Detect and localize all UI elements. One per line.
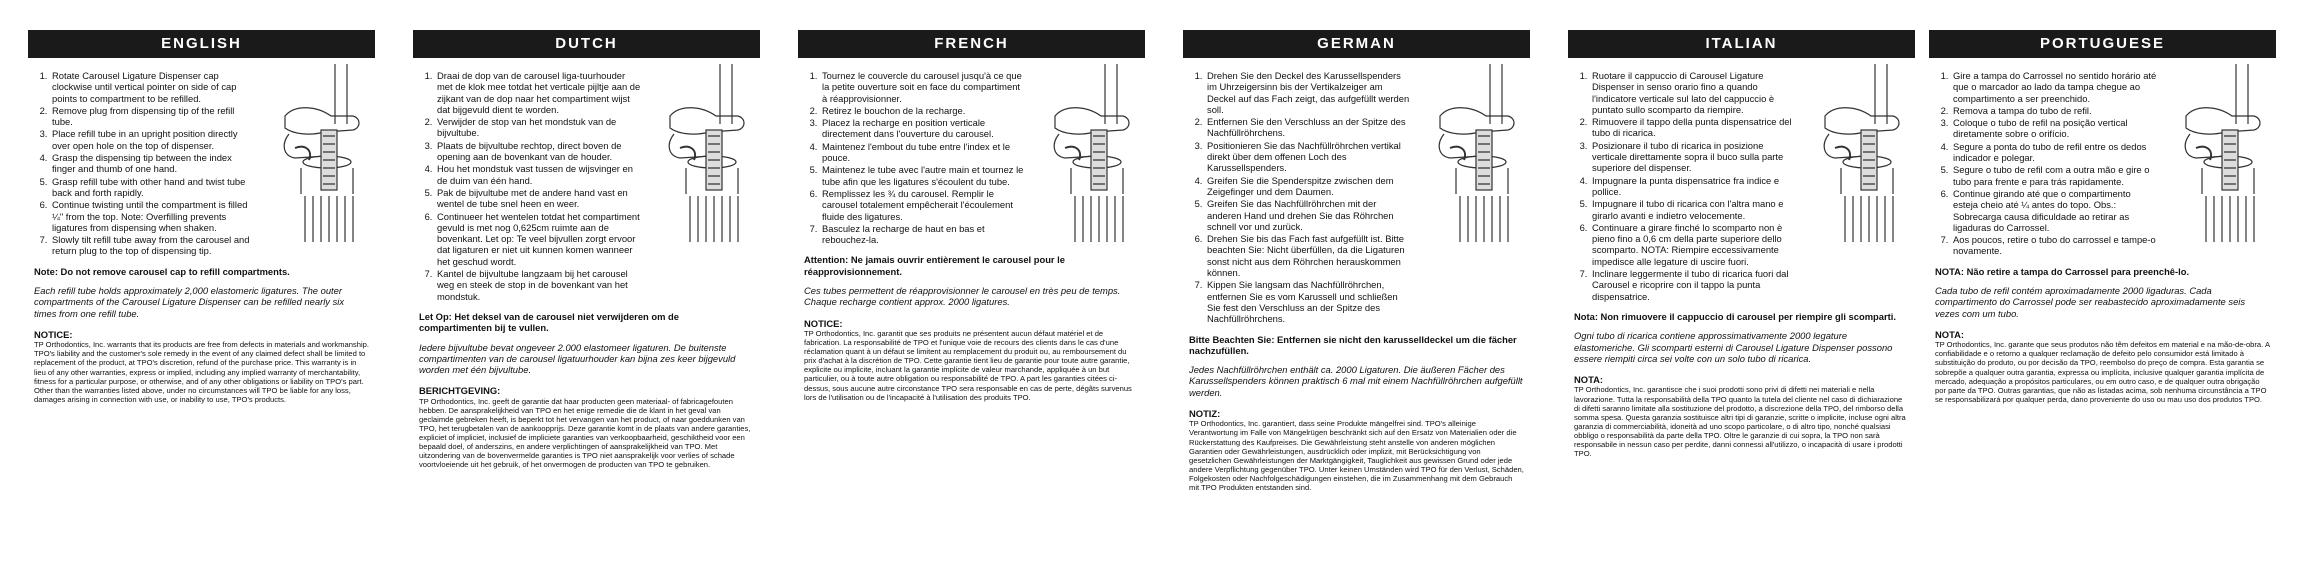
hand-refill-illustration-icon [1035,64,1143,242]
step: 2. Remove plug from dispensing tip of the refill tube. [50,105,257,128]
step: 2. Remova a tampa do tubo de refil. [1951,105,2158,116]
capacity-note: Cada tubo de refil contém aproximadamente 2000 ligaduras. Cada compartimento do Carrossel pode ser reabastecido aproximadamente seis vezes com um tubo. [1935,285,2246,319]
step: 7. Basculez la recharge de haut en bas et rebouchez-la. [820,223,1027,246]
step: 4. Impugnare la punta dispensatrice fra indice e pollice. [1590,175,1797,198]
step: 3. Plaats de bijvultube rechtop, direct boven de opening aan de bovenkant van de houder. [435,140,642,163]
notice-text: TP Orthodontics, Inc. geeft de garantie dat haar producten geen materiaal- of fabricagefouten hebben. De aansprakelijkheid van TPO en het enige remedie die de klant in het geval van geclaimde gebreken heeft, is beperkt tot het vervangen van het product, of naar goeddunken van TPO, het terugbetalen van de aankoopprijs. Deze garantie komt in de plaats van andere garanties, expliciet of impliciet, inclusief de impliciete garanties van verkoopbaarheid, geschiktheid voor een bepaald doel, of anderszins, en andere verplichtingen of aansprakelijkheid van TPO. Met uitzondering van de bovenvermelde garanties is TPO niet aansprakelijk voor verlies of schade voortvloeiende uit het gebruik, of het onvermogen de producten van TPO te gebruiken. [419,396,751,470]
capacity-note: Iedere bijvultube bevat ongeveer 2.000 elastomeer ligaturen. De buitenste compartimenten van de carousel ligatuurhouder kan bijna zes keer bijgevuld worden met één bijvultube. [419,341,736,376]
step: 7. Inclinare leggermente il tubo di ricarica fuori dal Carousel e ricoprire con il tappo la punta dispensatrice. [1590,268,1797,302]
column-header: FRENCH [798,30,1145,58]
notice-title: BERICHTGEVING: [419,385,501,397]
step: 4. Maintenez l'embout du tube entre l'index et le pouce. [820,141,1027,164]
step: 3. Place refill tube in an upright position directly over open hole on the top of dispenser. [50,128,257,151]
column-body [798,58,1145,402]
step: 3. Positionieren Sie das Nachfüllröhrchen vertikal direkt über dem offenen Loch des Karussellspenders. [1205,140,1412,174]
refill-warning: Bitte Beachten Sie: Entfernen sie nicht den karusselldeckel um die fächer nachzufüllen. [1189,333,1517,356]
column-body [1183,58,1530,492]
notice-title: NOTICE: [34,328,73,340]
hand-refill-illustration-icon [1805,64,1913,242]
step: 1. Rotate Carousel Ligature Dispenser cap clockwise until vertical pointer on side of cap points to compartment to be refilled. [50,70,257,104]
column-body [1568,58,1915,458]
notice-text: TP Orthodontics, Inc. garantisce che i suoi prodotti sono privi di difetti nei materiali e nella lavorazione. Tutta la responsabilità della TPO quanto la tutela del cliente nel caso di dichiarazione di difetti saranno limitate alla sostituzione del prodotto, a discrezione della TPO, del rimborso della somma spesa. Questa garanzia sostituisce altri tipi di garanzie, scritte o implicite, incluse ogni altra garanzia di commerciabilità, idoneità ad uno scopo particolare, o di altro tipo, nonché qualsiasi obbligo o responsabilità da parte della TPO. Oltre le garanzie di cui sopra, la TPO non sarà responsabile in nessun caso per perdite, danni connessi all'utilizzo, o incapacità di usare i prodotti TPO. [1574,385,1906,459]
capacity-note: Ces tubes permettent de réapprovisionner le carousel en très peu de temps. Chaque recharge contient approx. 2000 ligatures. [804,285,1121,308]
notice-title: NOTICE: [804,317,843,329]
step: 6. Drehen Sie bis das Fach fast aufgefüllt ist. Bitte beachten Sie: Nicht überfüllen, da die Ligaturen sonst nicht aus dem Röhrchen herauskommen können. [1205,233,1412,278]
step: 2. Rimuovere il tappo della punta dispensatrice del tubo di ricarica. [1590,116,1797,139]
step: 5. Impugnare il tubo di ricarica con l'altra mano e girarlo avanti e indietro velocemente. [1590,198,1797,221]
capacity-note: Jedes Nachfüllröhrchen enthält ca. 2000 Ligaturen. Die äußeren Fächer des Karussellspenders können praktisch 6 mal mit einem Nachfüllröhrchen aufgefüllt werden. [1189,364,1523,398]
step: 7. Slowly tilt refill tube away from the carousel and return plug to the top of dispensing tip. [50,234,257,257]
column-header: ENGLISH [28,30,375,58]
column-body [28,58,375,404]
notice-text: TP Orthodontics, Inc. garante que seus produtos não têm defeitos em material e na mão-de-obra. A confiabilidade e o retorno a qualquer reclamação de defeito pelo consumidor está limitado à substituição do produto, ou por decisão da TPO, reembolso do preço de compra. Esta garantia se sobrepõe a qualquer outra garantia, expressa ou implícita, inclusive qualquer garantia implícita de mercado, adequação a propósitos particulares, ou em outro caso, e de qualquer outra obrigação por parte da TPO. Outras garantias, que não as listadas acima, sob nenhuma circunstância a TPO se responsabilizará por qualquer perda, dano proveniente do uso ou mau uso dos produtos TPO. [1935,340,2270,404]
refill-warning: Attention: Ne jamais ouvrir entièrement le carousel pour le réapprovisionnement. [804,254,1066,277]
capacity-note: Ogni tubo di ricarica contiene approssimativamente 2000 legature elastomeriche. Gli scomparti esterni di Carousel Ligature Dispenser possono essere riempiti circa sei volte con un solo tubo di ricarica. [1574,330,1893,364]
step: 2. Retirez le bouchon de la recharge. [820,105,1027,116]
step: 1. Draai de dop van de carousel liga-tuurhouder met de klok mee totdat het verticale pijltje aan de zijkant van de dop naar het compartiment wijst dat bijgevuld dient te worden. [435,70,642,115]
notice-text: TP Orthodontics, Inc. garantit que ses produits ne présentent aucun défaut matériel et de fabrication. La responsabilité de TPO et l'unique voie de recours des clients dans le cas d'une réclamation quant à un défaut se limitent au remplacement du produit ou, au remboursement du prix d'achat à la discrétion de TPO. Cette garantie tient lieu de garantie pour toute autre garantie, explicite ou implicite, incluant la garantie implicite de valeur marchande, appliquée à un but particulier, ou à toute autre obligation ou responsabilité de TPO. A part les garanties citées ci-dessus, sous aucune autre circonstance TPO sera responsable en cas de perte, dégâts survenus lors de l'utilisation ou de l'incapacité à l'utilisation des produits TPO. [804,328,1132,402]
column-header: DUTCH [413,30,760,58]
step: 1. Ruotare il cappuccio di Carousel Ligature Dispenser in senso orario fino a quando l'indicatore verticale sul lato del cappuccio è puntato sullo scomparto da riempire. [1590,70,1797,115]
step: 4. Segure a ponta do tubo de refil entre os dedos indicador e polegar. [1951,141,2158,164]
step: 3. Coloque o tubo de refil na posição vertical diretamente sobre o orifício. [1951,117,2158,140]
step: 5. Grasp refill tube with other hand and twist tube back and forth rapidly. [50,176,257,199]
step: 5. Segure o tubo de refil com a outra mão e gire o tubo para frente e para trás rapidamente. [1951,164,2158,187]
notice-text: TP Orthodontics, Inc. warrants that its products are free from defects in materials and workmanship. TPO's liability and the customer's sole remedy in the event of any claimed defect shall be limited to replacement of the product, at TPO's discretion, refund of the purchase price. This warranty is in lieu of any other warranties, express or implied, including any implied warranty of merchantability, fitness for a particular purpose, or otherwise, and of any other obligations or liability on TPO's part. Other than the warranties listed above, under no circumstances will TPO be liable for any loss, damages arising in connection with use, or inability to use, TPO's products. [34,340,369,404]
notice-text: TP Orthodontics, Inc. garantiert, dass seine Produkte mängelfrei sind. TPO's alleinige Verantwortung im Falle von Mängelrügen beschränkt sich auf den Ersatz von Materialien oder die Rückerstattung des Kaufpreises. Die Gewährleistung steht anstelle von anderen möglichen Garantien oder Gewährleistungen, ausdrücklich oder implizit, mit Berücksichtigung von gesetzlichen Gewährleistungen der Marktgängigkeit, Tauglichkeit aus gewissen Grund oder jede andere Verpflichtung gegenüber TPO. Unter keinen Umständen wird TPO für den Verlust, Schäden, Folgekosten oder Nachfolgeschädigungen einstehen, die im Zusammenhang mit dem Gebrauch mit TPO Produkten entstanden sind. [1189,419,1524,492]
notice-title: NOTIZ: [1189,408,1221,420]
hand-refill-illustration-icon [1420,64,1528,242]
column-header: PORTUGUESE [1929,30,2276,58]
step: 6. Remplissez les ¾ du carousel. Remplir le carousel totalement empêcherait l'écoulement fluide des ligatures. [820,188,1027,222]
step: 6. Continuare a girare finché lo scomparto non è pieno fino a 0,6 cm della parte superiore dello scomparto. NOTA: Riempire eccessivamente impedisce alle legature di uscire fuori. [1590,222,1797,267]
step: 6. Continue girando até que o compartimento esteja cheio até ¼ antes do topo. Obs.: Sobrecarga causa dificuldade ao retirar as ligaduras do Carrossel. [1951,188,2158,233]
notice-title: NOTA: [1935,328,1964,340]
step: 5. Greifen Sie das Nachfüllröhrchen mit der anderen Hand und drehen Sie das Röhrchen schnell vor und zurück. [1205,198,1412,232]
refill-warning: NOTA: Não retire a tampa do Carrossel para preenchê-lo. [1935,265,2190,277]
column-italian [1568,30,1915,570]
step: 1. Drehen Sie den Deckel des Karussellspenders im Uhrzeigersinn bis der Vertikalzeiger am Deckel auf das Fach zeigt, das aufgefüllt werden soll. [1205,70,1412,115]
step: 7. Kippen Sie langsam das Nachfüllröhrchen, entfernen Sie es vom Karussell und schließen Sie fest den Verschluss an der Spitze des Nachfüllröhrchens. [1205,279,1412,324]
column-french [798,30,1145,570]
refill-warning: Let Op: Het deksel van de carousel niet verwijderen om de compartimenten bij te vullen. [419,310,679,334]
column-header: GERMAN [1183,30,1530,58]
column-portuguese [1929,30,2276,570]
hand-refill-illustration-icon [265,64,373,242]
step: 1. Tournez le couvercle du carousel jusqu'à ce que la petite ouverture soit en face du compartiment à réapprovisionner. [820,70,1027,104]
step: 1. Gire a tampa do Carrossel no sentido horário até que o marcador ao lado da tampa chegue ao compartimento a ser preenchido. [1951,70,2158,104]
step: 6. Continue twisting until the compartment is filled ¼" from the top. Note: Overfilling prevents ligatures from dispensing when shaken. [50,199,257,233]
step: 4. Grasp the dispensing tip between the index finger and thumb of one hand. [50,152,257,175]
hand-refill-illustration-icon [650,64,758,242]
step: 2. Entfernen Sie den Verschluss an der Spitze des Nachfüllröhrchens. [1205,116,1412,139]
column-english [28,30,375,570]
step: 3. Placez la recharge en position verticale directement dans l'ouverture du carousel. [820,117,1027,140]
step: 5. Pak de bijvultube met de andere hand vast en wentel de tube snel heen en weer. [435,187,642,210]
column-german [1183,30,1530,570]
refill-warning: Note: Do not remove carousel cap to refill compartments. [34,265,290,277]
column-body [1929,58,2276,404]
refill-warning: Nota: Non rimuovere il cappuccio di carousel per riempire gli scomparti. [1574,310,1896,322]
capacity-note: Each refill tube holds approximately 2,000 elastomeric ligatures. The outer compartments of the Carousel Ligature Dispenser can be refilled nearly six times from one refill tube. [34,285,345,319]
hand-refill-illustration-icon [2166,64,2274,242]
step: 6. Continueer het wentelen totdat het compartiment gevuld is met nog 0,625cm ruimte aan de bovenkant. Let op: Te veel bijvullen zorgt ervoor dat ligaturen er niet uit kunnen komen wanneer het geschud wordt. [435,211,642,267]
step: 4. Greifen Sie die Spenderspitze zwischen dem Zeigefinger und dem Daumen. [1205,175,1412,198]
step: 2. Verwijder de stop van het mondstuk van de bijvultube. [435,116,642,139]
step: 5. Maintenez le tube avec l'autre main et tournez le tube afin que les ligatures s'écoulent du tube. [820,164,1027,187]
step: 7. Kantel de bijvultube langzaam bij het carousel weg en steek de stop in de bovenkant van het mondstuk. [435,268,642,302]
notice-title: NOTA: [1574,374,1603,386]
step: 7. Aos poucos, retire o tubo do carrossel e tampe-o novamente. [1951,234,2158,257]
step: 4. Hou het mondstuk vast tussen de wijsvinger en de duim van één hand. [435,163,642,186]
column-dutch [413,30,760,570]
column-header: ITALIAN [1568,30,1915,58]
column-body [413,58,760,469]
step: 3. Posizionare il tubo di ricarica in posizione verticale direttamente sopra il buco sulla parte superiore del dispenser. [1590,140,1797,174]
